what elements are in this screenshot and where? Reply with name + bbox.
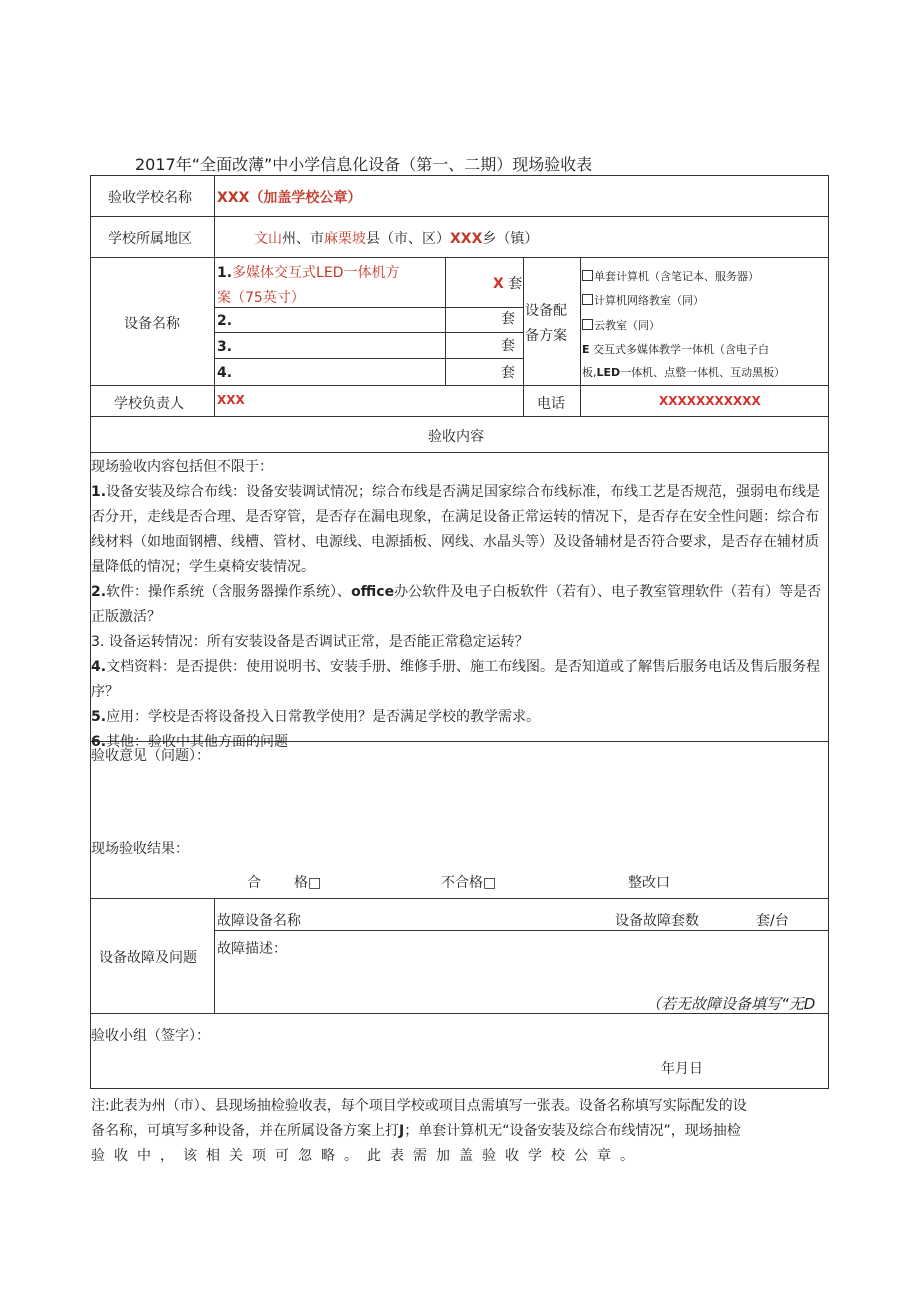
signature-date: 年月日 [661, 1061, 703, 1077]
region-county: 麻栗坡 [324, 231, 366, 247]
principal-value: XXX [217, 393, 245, 407]
fault-count-label: 设备故障套数 [615, 913, 699, 929]
equipment-item-1: 1.多媒体交互式LED一体机方 [217, 265, 400, 281]
region-township: XXX [450, 231, 483, 247]
checkbox[interactable] [582, 270, 593, 281]
school-name-label: 验收学校名称 [108, 190, 192, 206]
equipment-item-2: 2. [217, 313, 233, 329]
equipment-item-4-unit: 套 [501, 365, 515, 381]
equipment-item-1-qty: X 套 [493, 276, 523, 292]
result-label: 现场验收结果： [91, 841, 189, 857]
equipment-item-4: 4. [217, 365, 233, 381]
plan-option-1[interactable]: 单套计算机（含笔记本、服务器） [582, 268, 759, 284]
plan-option-4[interactable]: E 交互式多媒体教学一体机（含电子白 [582, 343, 770, 356]
equipment-item-1-cont: 案（75英寸） [217, 290, 305, 306]
equipment-item-3-unit: 套 [501, 338, 515, 354]
footnote: 注:此表为州（市）、县现场抽检验收表，每个项目学校或项目点需填写一张表。设备名称填写实际配发的设 备名称，可填写多种设备，并在所属设备方案上打J；单套计算机无“设备安装及综合布线情况”，现场抽检 验收中，该相关项可忽略。此表需加盖验收学校公章。 [91, 1098, 747, 1164]
equipment-item-2-unit: 套 [501, 311, 515, 327]
fault-label: 设备故障及问题 [99, 950, 197, 966]
fault-hint: （若无故障设备填写“无D [646, 995, 816, 1013]
result-rectify[interactable]: 整改口 [628, 875, 670, 891]
result-fail[interactable]: 不合格□ [441, 875, 497, 891]
checkbox[interactable] [582, 294, 593, 305]
plan-label: 设备配 [525, 303, 567, 319]
region-value: 文山州、市麻栗坡县（市、区）XXX乡（镇） [254, 231, 539, 247]
content-header: 验收内容 [428, 429, 484, 445]
plan-option-3[interactable]: 云教室（同） [582, 317, 660, 333]
content-body: 现场验收内容包括但不限于： 1.设备安装及综合布线：设备安装调试情况；综合布线是否满足国家综合布线标准，布线工艺是否规范，强弱电布线是否分开，走线是否合理、是否穿管，是否存在漏电现象，在满足设备正常运转的情况下，是否存在安全性问题：综合布线材料（如地面钢槽、线槽、管材、电源线、电源插板、网线、水晶头等）及设备辅材是否符合要求，是否存在辅材质量降低的情况；学生桌椅安装情况。 2.软件：操作系统（含服务器操作系统）、office办公软件及电子白板软件（若有）、电子教室管理软件（若有）等是否正版激活？ 3. 设备运转情况：所有安装设备是否调试正常，是否能正常稳定运转？ 4.文档资料：是否提供：使用说明书、安装手册、维修手册、施工布线图。是否知道或了解售后服务电话及售后服务程序？ 5.应用：学校是否将设备投入日常教学使用？是否满足学校的教学需求。 6.其他：验收中其他方面的问题 [91, 459, 822, 750]
region-label: 学校所属地区 [108, 231, 192, 247]
checkbox[interactable] [582, 319, 593, 330]
result-pass[interactable]: 合 格□ [247, 875, 322, 891]
phone-label: 电话 [537, 396, 565, 412]
plan-option-2[interactable]: 计算机网络教室（同） [582, 292, 704, 308]
equipment-label: 设备名称 [124, 316, 180, 332]
principal-label: 学校负责人 [114, 396, 184, 412]
plan-option-4-cont: 板,LED一体机、点整一体机、互动黑板） [582, 366, 786, 379]
signature-label: 验收小组（签字）： [91, 1028, 210, 1044]
school-name-value: XXX（加盖学校公章） [217, 190, 362, 206]
opinion-label: 验收意见（问题）： [91, 748, 210, 764]
region-prefecture: 文山 [254, 231, 282, 247]
fault-device-name-label: 故障设备名称 [217, 913, 301, 929]
fault-count-unit: 套/台 [756, 913, 789, 929]
phone-value: XXXXXXXXXXX [659, 394, 761, 408]
page-title: 2017年“全面改薄”中小学信息化设备（第一、二期）现场验收表 [135, 155, 593, 174]
fault-description-label: 故障描述： [217, 941, 287, 957]
equipment-item-3: 3. [217, 339, 233, 355]
